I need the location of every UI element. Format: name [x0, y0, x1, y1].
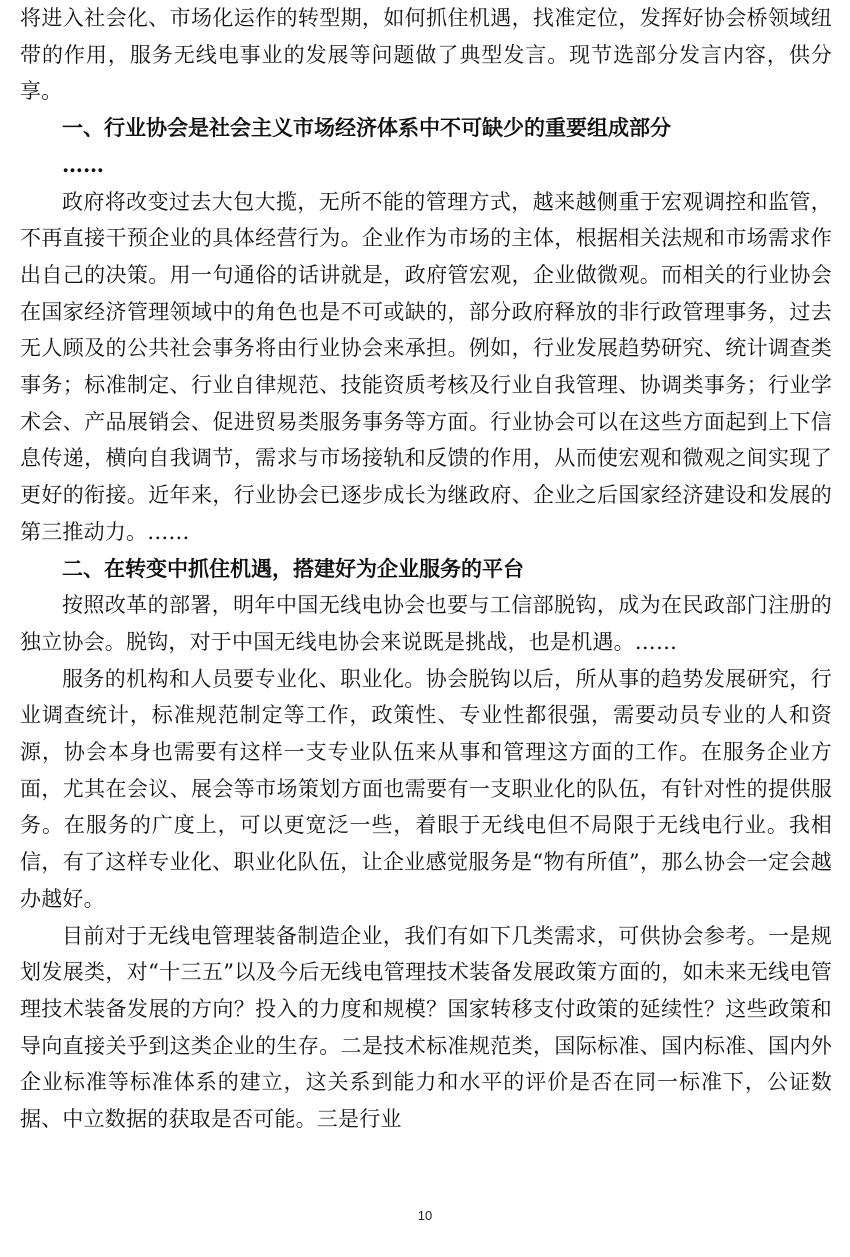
page-number: 10 — [417, 1208, 433, 1223]
body-paragraph-3: 服务的机构和人员要专业化、职业化。协会脱钩以后，所从事的趋势发展研究，行业调查统计，标准规范制定等工作，政策性、专业性都很强，需要动员专业的人和资源，协会本身也需要有这样一支专业队伍来从事和管理这方面的工作。在服务企业方面，尤其在会议、展会等市场策划方面也需要有一支职业化的队伍，有针对性的提供服务。在服务的广度上，可以更宽泛一些，着眼于无线电但不局限于无线电行业。我相信，有了这样专业化、职业化队伍，让企业感觉服务是“物有所值”，那么协会一定会越办越好。 — [20, 666, 832, 911]
ellipsis-marker: …… — [62, 151, 104, 177]
section-heading-1: 一、行业协会是社会主义市场经济体系中不可缺少的重要组成部分 — [62, 116, 671, 141]
document-body — [20, 0, 832, 1138]
section-heading-2: 二、在转变中抓住机遇，搭建好为企业服务的平台 — [62, 556, 524, 581]
body-paragraph-1: 政府将改变过去大包大揽，无所不能的管理方式，越来越侧重于宏观调控和监管，不再直接干预企业的具体经营行为。企业作为市场的主体，根据相关法规和市场需求作出自己的决策。用一句通俗的话讲就是，政府管宏观，企业做微观。而相关的行业协会在国家经济管理领域中的角色也是不可或缺的，部分政府释放的非行政管理事务，过去无人顾及的公共社会事务将由行业协会来承担。例如，行业发展趋势研究、统计调查类事务；标准制定、行业自律规范、技能资质考核及行业自我管理、协调类事务；行业学术会、产品展销会、促进贸易类服务事务等方面。行业协会可以在这些方面起到上下信息传递，横向自我调节，需求与市场接轨和反馈的作用，从而使宏观和微观之间实现了更好的衔接。近年来，行业协会已逐步成长为继政府、企业之后国家经济建设和发展的第三推动力。…… — [20, 189, 832, 544]
body-paragraph-4: 目前对于无线电管理装备制造企业，我们有如下几类需求，可供协会参考。一是规划发展类，对“十三五”以及今后无线电管理技术装备发展政策方面的，如未来无线电管理技术装备发展的方向？投入的力度和规模？国家转移支付政策的延续性？这些政策和导向直接关乎到这类企业的生存。二是技术标准规范类，国际标准、国内标准、国内外企业标准等标准体系的建立，这关系到能力和水平的评价是否在同一标准下，公证数据、中立数据的获取是否可能。三是行业 — [20, 923, 832, 1132]
body-paragraph-2: 按照改革的部署，明年中国无线电协会也要与工信部脱钩，成为在民政部门注册的独立协会。脱钩，对于中国无线电协会来说既是挑战，也是机遇。…… — [20, 593, 832, 654]
intro-paragraph: 将进入社会化、市场化运作的转型期，如何抓住机遇，找准定位，发挥好协会桥领域纽带的作用，服务无线电事业的发展等问题做了典型发言。现节选部分发言内容，供分享。 — [20, 6, 832, 104]
